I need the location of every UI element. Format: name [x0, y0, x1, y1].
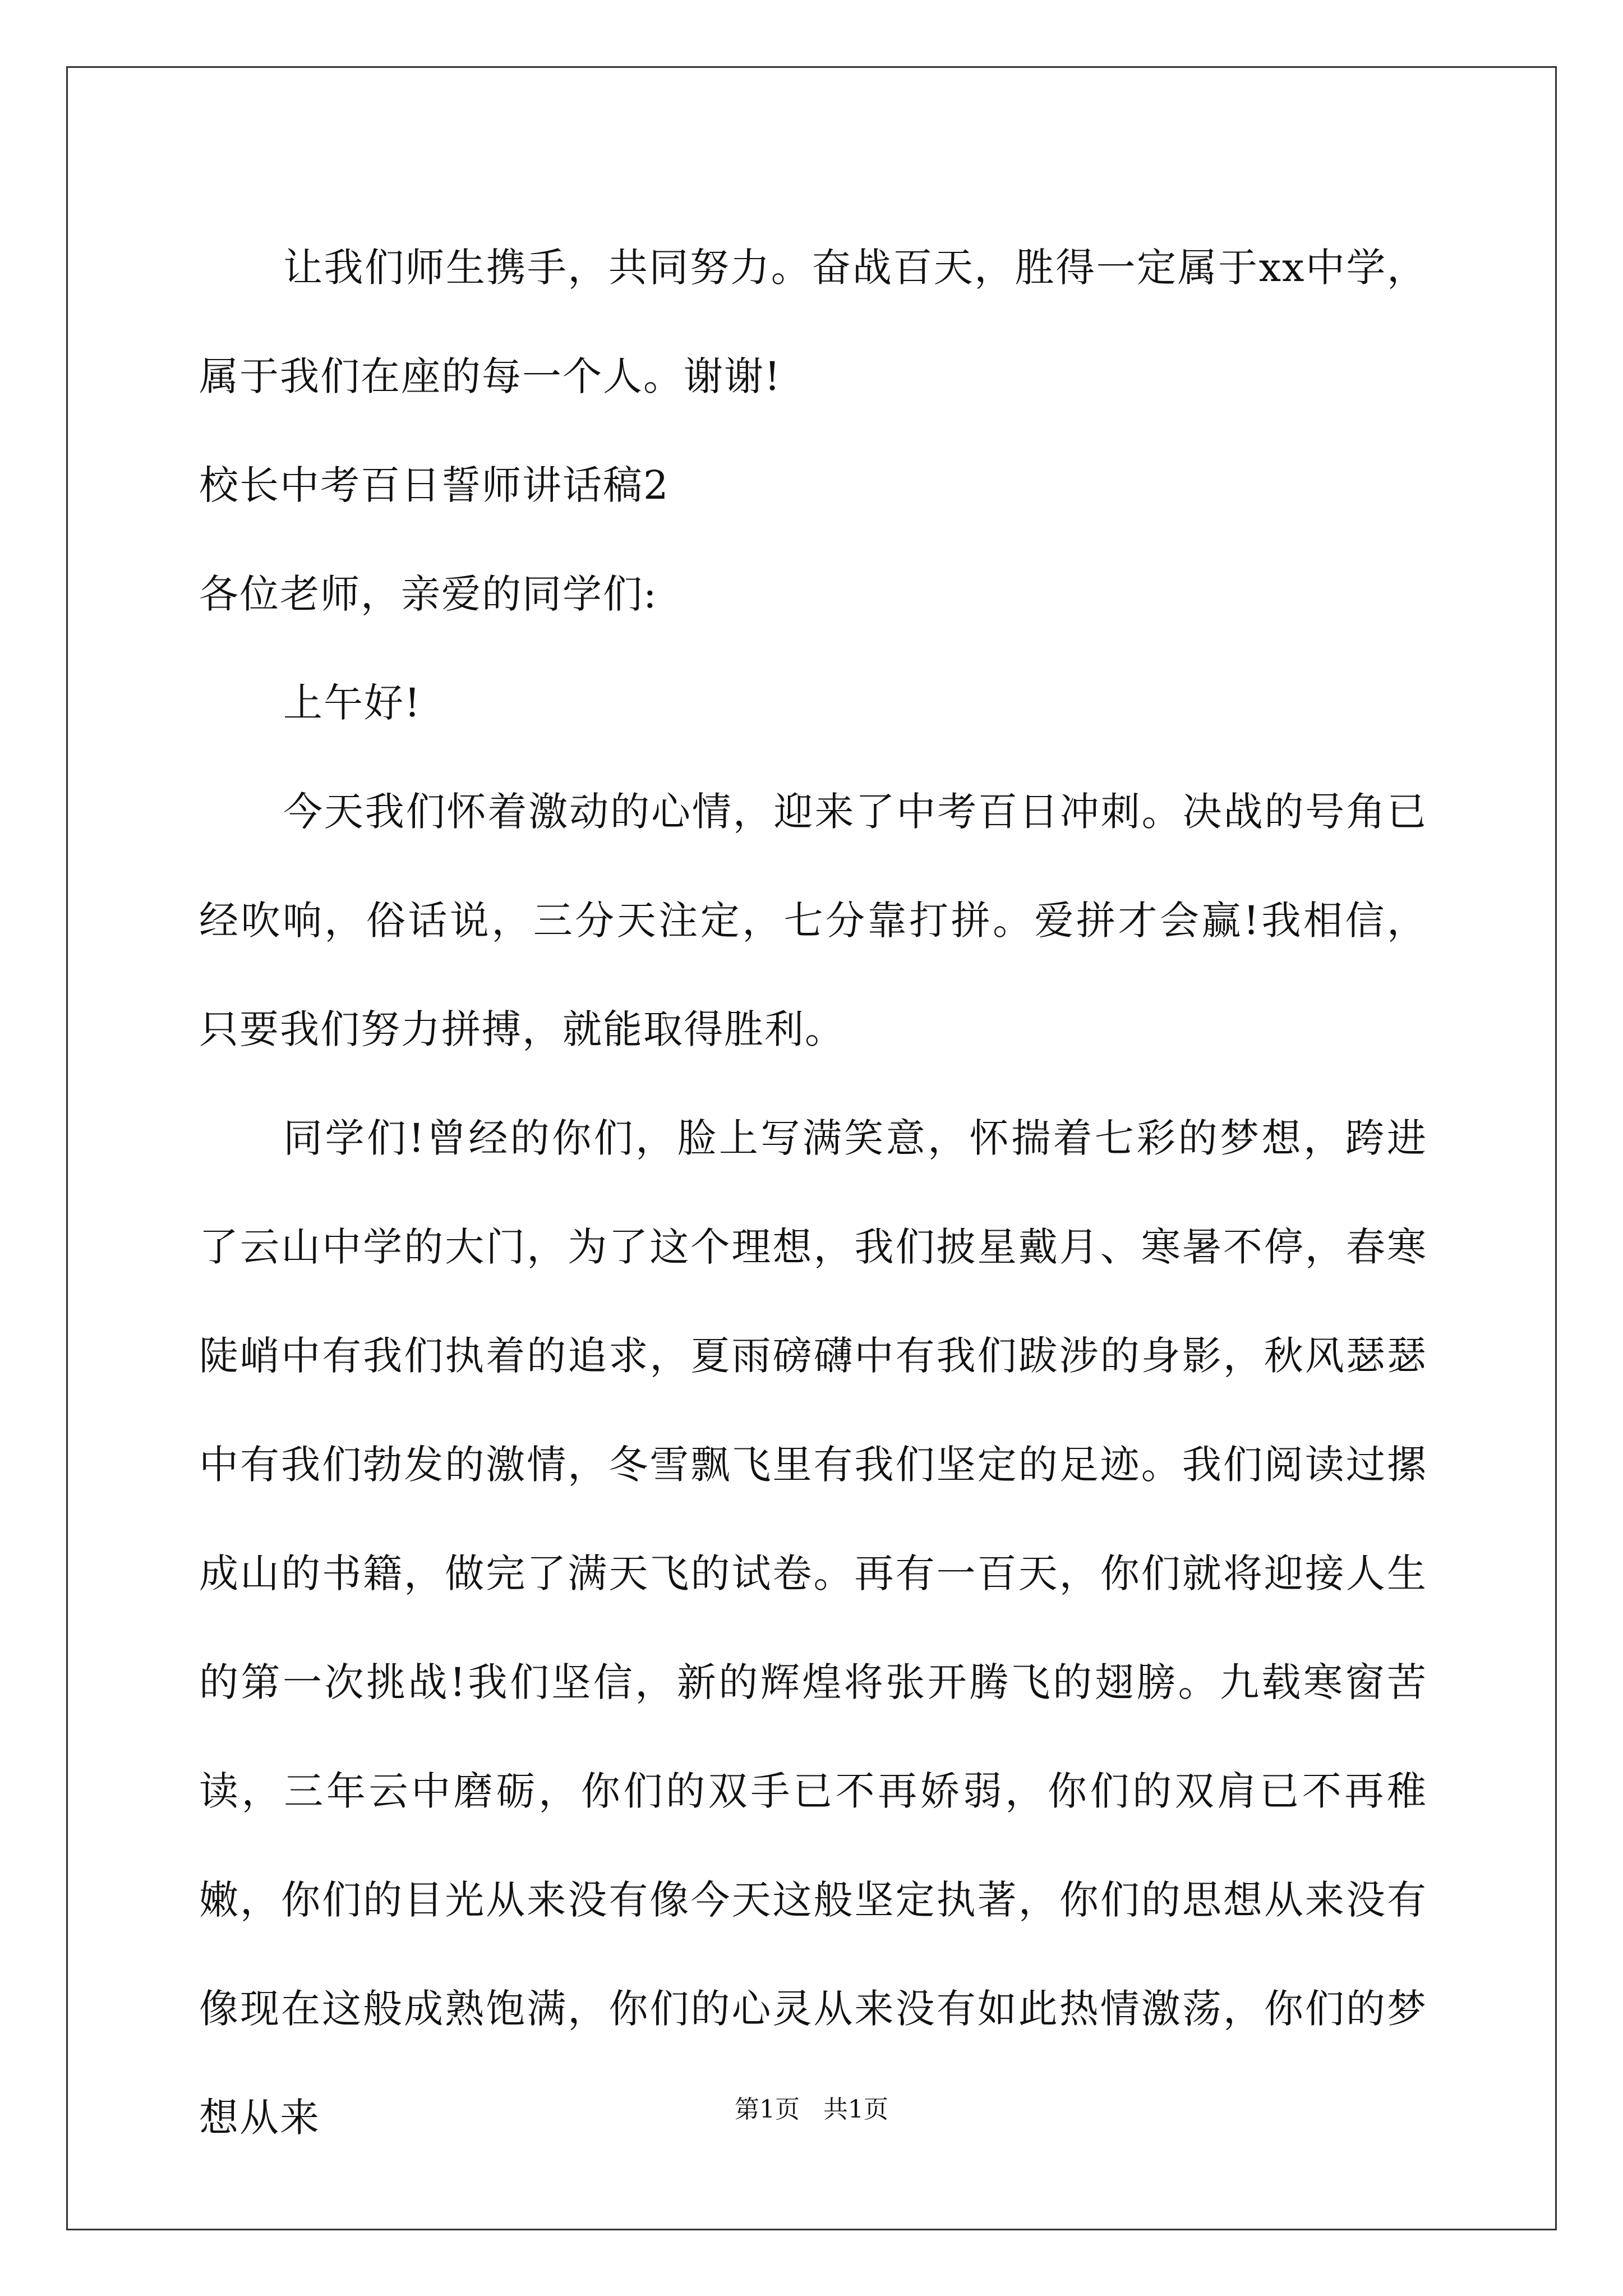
- salutation: 各位老师，亲爱的同学们:: [199, 571, 658, 617]
- section-title: 校长中考百日誓师讲话稿2: [199, 462, 670, 508]
- page-number: 第1页 共1页: [735, 2095, 888, 2124]
- document-body: [199, 213, 1427, 2172]
- paragraph-closing: 让我们师生携手，共同努力。奋战百天，胜得一定属于xx中学，属于我们在座的每一个人。谢谢!: [199, 245, 1427, 399]
- paragraph-body: 同学们!曾经的你们，脸上写满笑意，怀揣着七彩的梦想，跨进了云山中学的大门，为了这个理想，我们披星戴月、寒暑不停，春寒陡峭中有我们执着的追求，夏雨磅礴中有我们跋涉的身影，秋风瑟瑟中有我们勃发的激情，冬雪飘飞里有我们坚定的足迹。我们阅读过摞成山的书籍，做完了满天飞的试卷。再有一百天，你们就将迎接人生的第一次挑战!我们坚信，新的辉煌将张开腾飞的翅膀。九载寒窗苦读，三年云中磨砺，你们的双手已不再娇弱，你们的双肩已不再稚嫩，你们的目光从来没有像今天这般坚定执著，你们的思想从来没有像现在这般成熟饱满，你们的心灵从来没有如此热情激荡，你们的梦想从来: [199, 1115, 1427, 2141]
- greeting: 上午好!: [283, 680, 422, 726]
- paragraph-intro: 今天我们怀着激动的心情，迎来了中考百日冲刺。决战的号角已经吹响，俗话说，三分天注定，七分靠打拼。爱拼才会赢!我相信，只要我们努力拼搏，就能取得胜利。: [199, 789, 1427, 1052]
